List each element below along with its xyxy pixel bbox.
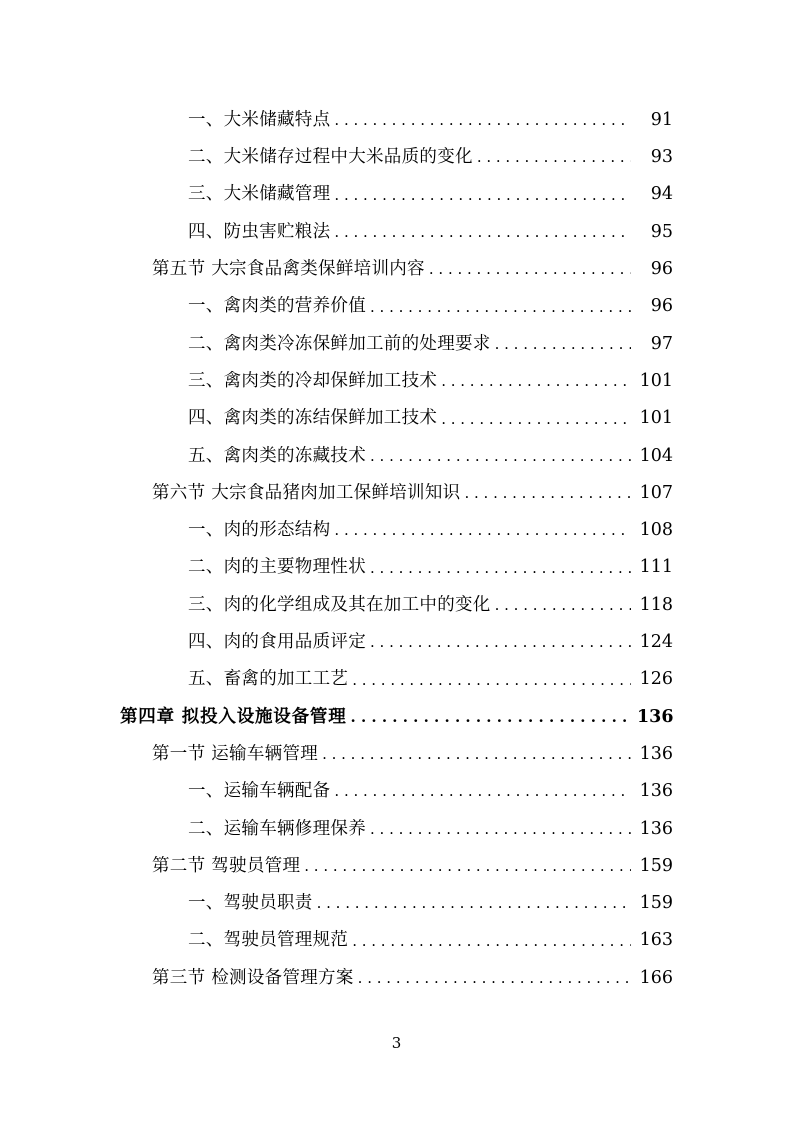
toc-section-entry[interactable] xyxy=(0,736,793,773)
toc-entry-page-number: 107 xyxy=(639,482,673,503)
toc-entry-page-number: 126 xyxy=(639,669,673,690)
toc-section-entry[interactable] xyxy=(0,960,793,997)
toc-entry-title: 第二节 驾驶员管理 xyxy=(152,855,301,876)
toc-dot-leader xyxy=(351,710,632,725)
toc-subsection-entry[interactable] xyxy=(0,326,793,363)
toc-entry-page-number: 159 xyxy=(639,893,673,914)
toc-subsection-entry[interactable] xyxy=(0,438,793,475)
toc-entry-page-number: 93 xyxy=(650,147,673,168)
toc-dot-leader xyxy=(370,449,631,464)
toc-entry-title: 一、运输车辆配备 xyxy=(188,781,331,802)
toc-entry-page-number: 124 xyxy=(639,632,673,653)
toc-subsection-entry[interactable] xyxy=(0,214,793,251)
toc-entry-page-number: 101 xyxy=(639,408,673,429)
toc-dot-leader xyxy=(477,150,631,165)
toc-section-entry[interactable] xyxy=(0,475,793,512)
toc-dot-leader xyxy=(495,598,631,613)
toc-entry-page-number: 97 xyxy=(650,333,673,354)
toc-entry-page-number: 101 xyxy=(639,370,673,391)
toc-section-entry[interactable] xyxy=(0,251,793,288)
toc-dot-leader xyxy=(322,747,631,762)
toc-entry-title: 二、禽肉类冷冻保鲜加工前的处理要求 xyxy=(188,333,491,354)
toc-subsection-entry[interactable] xyxy=(0,624,793,661)
toc-entry-title: 二、大米储存过程中大米品质的变化 xyxy=(188,147,473,168)
toc-entry-title: 第三节 检测设备管理方案 xyxy=(152,967,354,988)
toc-entry-title: 二、驾驶员管理规范 xyxy=(188,930,349,951)
toc-dot-leader xyxy=(370,300,631,315)
toc-entry-page-number: 136 xyxy=(639,743,673,764)
page-number: 3 xyxy=(391,1034,402,1052)
toc-entry-title: 三、禽肉类的冷却保鲜加工技术 xyxy=(188,370,438,391)
toc-dot-leader xyxy=(441,374,631,389)
toc-dot-leader xyxy=(441,412,631,427)
toc-dot-leader xyxy=(334,113,631,128)
toc-entry-title: 第五节 大宗食品禽类保鲜培训内容 xyxy=(152,259,425,280)
toc-subsection-entry[interactable] xyxy=(0,885,793,922)
toc-entry-title: 五、畜禽的加工工艺 xyxy=(188,669,349,690)
toc-entry-page-number: 96 xyxy=(650,259,673,280)
toc-subsection-entry[interactable] xyxy=(0,811,793,848)
toc-entry-title: 三、大米储藏管理 xyxy=(188,184,331,205)
toc-subsection-entry[interactable] xyxy=(0,587,793,624)
toc-entry-title: 第六节 大宗食品猪肉加工保鲜培训知识 xyxy=(152,482,461,503)
toc-subsection-entry[interactable] xyxy=(0,923,793,960)
toc-entry-title: 五、禽肉类的冻藏技术 xyxy=(188,445,366,466)
toc-dot-leader xyxy=(334,188,631,203)
toc-dot-leader xyxy=(464,486,631,501)
toc-entry-page-number: 136 xyxy=(639,818,673,839)
toc-subsection-entry[interactable] xyxy=(0,363,793,400)
toc-entry-title: 四、肉的食用品质评定 xyxy=(188,632,366,653)
toc-subsection-entry[interactable] xyxy=(0,102,793,139)
toc-entry-page-number: 91 xyxy=(650,109,673,130)
toc-entry-page-number: 104 xyxy=(639,445,673,466)
toc-subsection-entry[interactable] xyxy=(0,512,793,549)
toc-dot-leader xyxy=(352,934,631,949)
toc-dot-leader xyxy=(370,561,631,576)
toc-entry-title: 第一节 运输车辆管理 xyxy=(152,743,319,764)
toc-entry-page-number: 166 xyxy=(639,967,673,988)
toc-entry-page-number: 136 xyxy=(639,781,673,802)
toc-dot-leader xyxy=(334,784,631,799)
toc-entry-title: 一、驾驶员职责 xyxy=(188,893,313,914)
toc-dot-leader xyxy=(317,896,631,911)
toc-entry-title: 二、运输车辆修理保养 xyxy=(188,818,366,839)
toc-entry-page-number: 163 xyxy=(639,930,673,951)
toc-entry-page-number: 95 xyxy=(650,221,673,242)
toc-dot-leader xyxy=(358,971,631,986)
toc-entry-title: 二、肉的主要物理性状 xyxy=(188,557,366,578)
toc-dot-leader xyxy=(334,225,631,240)
toc-dot-leader xyxy=(370,822,631,837)
toc-dot-leader xyxy=(334,523,631,538)
toc-entry-title: 四、防虫害贮粮法 xyxy=(188,221,331,242)
toc-section-entry[interactable] xyxy=(0,848,793,885)
toc-entry-title: 一、大米储藏特点 xyxy=(188,109,331,130)
toc-entry-page-number: 96 xyxy=(650,296,673,317)
toc-entry-page-number: 118 xyxy=(639,594,673,615)
toc-entry-page-number: 159 xyxy=(639,855,673,876)
toc-entry-title: 四、禽肉类的冻结保鲜加工技术 xyxy=(188,408,438,429)
table-of-contents xyxy=(0,102,793,997)
toc-entry-page-number: 136 xyxy=(637,706,674,727)
toc-entry-page-number: 108 xyxy=(639,520,673,541)
toc-entry-title: 三、肉的化学组成及其在加工中的变化 xyxy=(188,594,491,615)
toc-chapter-entry[interactable] xyxy=(0,699,793,736)
toc-dot-leader xyxy=(352,673,631,688)
toc-subsection-entry[interactable] xyxy=(0,550,793,587)
toc-entry-title: 一、肉的形态结构 xyxy=(188,520,331,541)
toc-dot-leader xyxy=(304,859,631,874)
toc-entry-page-number: 111 xyxy=(639,557,673,578)
toc-subsection-entry[interactable] xyxy=(0,661,793,698)
toc-subsection-entry[interactable] xyxy=(0,288,793,325)
toc-entry-title: 一、禽肉类的营养价值 xyxy=(188,296,366,317)
toc-subsection-entry[interactable] xyxy=(0,177,793,214)
toc-subsection-entry[interactable] xyxy=(0,773,793,810)
toc-entry-page-number: 94 xyxy=(650,184,673,205)
toc-entry-title: 第四章 拟投入设施设备管理 xyxy=(120,706,347,727)
toc-dot-leader xyxy=(495,337,631,352)
toc-dot-leader xyxy=(429,262,631,277)
toc-subsection-entry[interactable] xyxy=(0,400,793,437)
toc-dot-leader xyxy=(370,635,631,650)
toc-subsection-entry[interactable] xyxy=(0,139,793,176)
